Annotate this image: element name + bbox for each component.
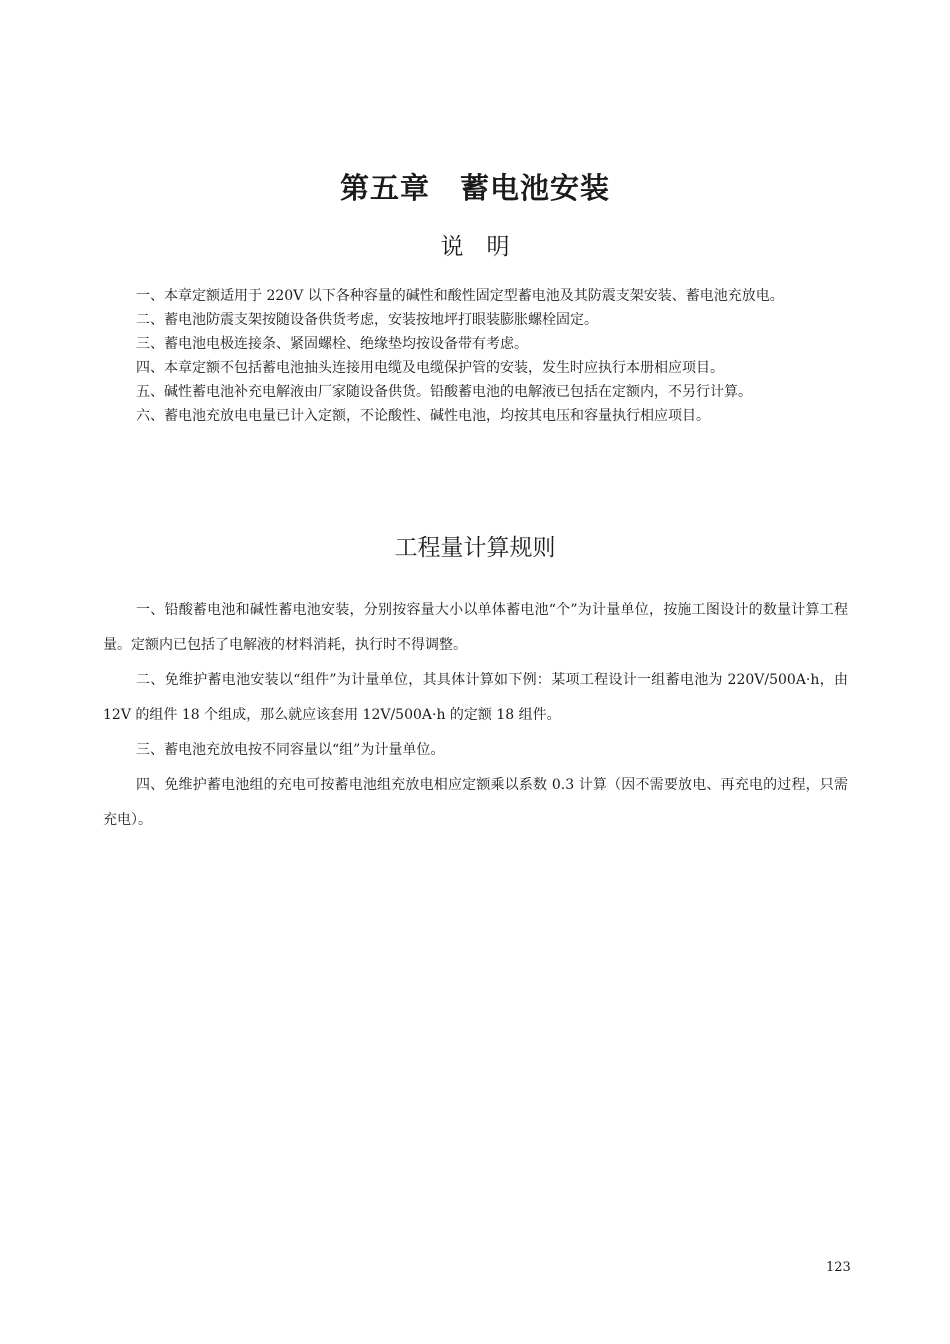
chapter-title: 第五章 蓄电池安装: [339, 171, 610, 205]
rule-paragraph: 三、蓄电池充放电按不同容量以“组”为计量单位。: [136, 742, 445, 758]
page-number: 123: [826, 1260, 851, 1275]
explanation-paragraph: 二、蓄电池防震支架按随设备供货考虑，安装按地坪打眼装膨胀螺栓固定。: [136, 312, 598, 328]
rule-paragraph: 二、免维护蓄电池安装以“组件”为计量单位，其具体计算如下例：某项工程设计一组蓄电池为 220V/500A·h，由 12V 的组件 18 个组成，那么就应该套用 12V/500A·h 的定额 18 组件。: [103, 672, 848, 723]
explanation-paragraph: 一、本章定额适用于 220V 以下各种容量的碱性和酸性固定型蓄电池及其防震支架安装、蓄电池充放电。: [136, 288, 784, 304]
rule-paragraph: 一、铅酸蓄电池和碱性蓄电池安装，分别按容量大小以单体蓄电池“个”为计量单位，按施工图设计的数量计算工程量。定额内已包括了电解液的材料消耗，执行时不得调整。: [103, 602, 848, 653]
explanation-paragraph: 四、本章定额不包括蓄电池抽头连接用电缆及电缆保护管的安装，发生时应执行本册相应项目。: [136, 360, 724, 376]
explanation-paragraph: 六、蓄电池充放电电量已计入定额，不论酸性、碱性电池，均按其电压和容量执行相应项目。: [136, 408, 710, 424]
explanation-paragraph: 三、蓄电池电极连接条、紧固螺栓、绝缘垫均按设备带有考虑。: [136, 336, 528, 352]
explanation-paragraphs: [103, 284, 848, 428]
rule-paragraph: 四、免维护蓄电池组的充电可按蓄电池组充放电相应定额乘以系数 0.3 计算（因不需要放电、再充电的过程，只需充电）。: [103, 777, 848, 828]
explanation-paragraph: 五、碱性蓄电池补充电解液由厂家随设备供货。铅酸蓄电池的电解液已包括在定额内，不另行计算。: [136, 384, 752, 400]
section-title-explanation: 说 明: [440, 234, 510, 260]
calculation-rule-paragraphs: [103, 593, 848, 838]
section-title-calculation-rules: 工程量计算规则: [394, 535, 556, 561]
